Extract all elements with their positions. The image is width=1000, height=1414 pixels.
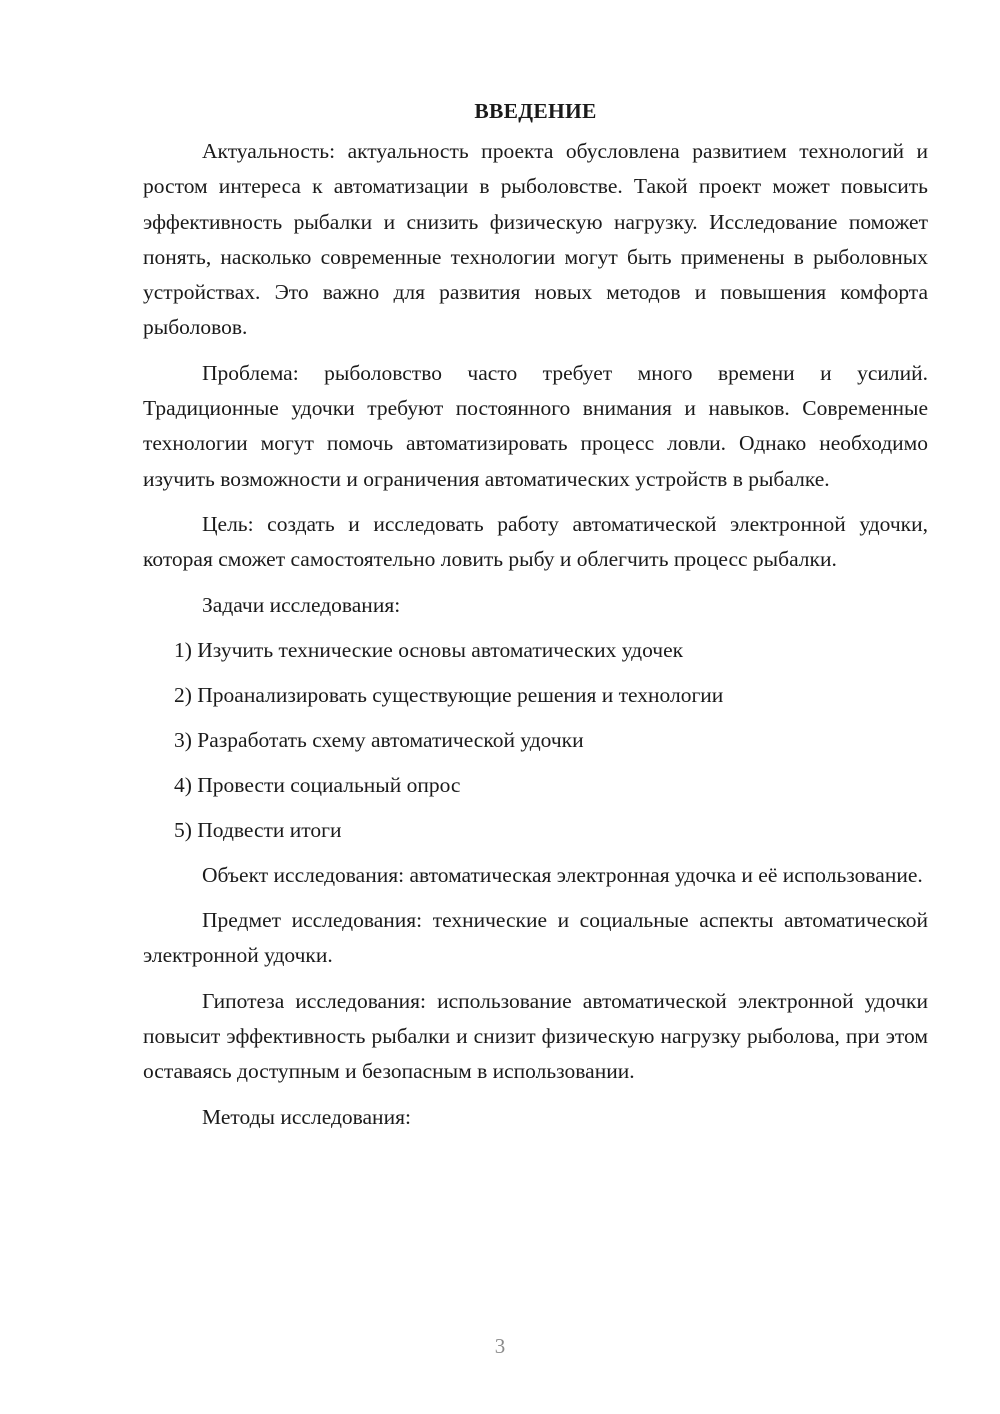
goal-paragraph: Цель: создать и исследовать работу автоматической электронной удочки, которая сможет самостоятельно ловить рыбу и облегчить процесс рыбалки. <box>143 511 928 572</box>
hypothesis-paragraph: Гипотеза исследования: использование автоматической электронной удочки повысит эффективность рыбалки и снизит физическую нагрузку рыболова, при этом оставаясь доступным и безопасным в использовании. <box>143 988 928 1084</box>
methods-label: Методы исследования: <box>202 1104 411 1129</box>
task-item: 4) Провести социальный опрос <box>174 772 461 797</box>
task-item: 3) Разработать схему автоматической удочки <box>174 727 584 752</box>
task-item: 1) Изучить технические основы автоматических удочек <box>174 637 684 662</box>
problem-paragraph: Проблема: рыболовство часто требует много времени и усилий. Традиционные удочки требуют постоянного внимания и навыков. Современные технологии могут помочь автоматизировать процесс ловли. Однако необходимо изучить возможности и ограничения автоматических устройств в рыбалке. <box>143 360 928 491</box>
page-number: 3 <box>494 1334 506 1358</box>
task-item: 2) Проанализировать существующие решения и технологии <box>174 682 724 707</box>
section-heading: ВВЕДЕНИЕ <box>474 99 597 123</box>
tasks-label: Задачи исследования: <box>202 592 401 617</box>
object-paragraph: Объект исследования: автоматическая электронная удочка и её использование. <box>202 862 923 887</box>
page-content <box>143 96 928 1145</box>
subject-paragraph: Предмет исследования: технические и социальные аспекты автоматической электронной удочки. <box>143 908 928 968</box>
relevance-paragraph: Актуальность: актуальность проекта обусловлена развитием технологий и ростом интереса к автоматизации в рыболовстве. Такой проект может повысить эффективность рыбалки и снизить физическую нагрузку. Исследование поможет понять, насколько современные технологии могут быть применены в рыболовных устройствах. Это важно для развития новых методов и повышения комфорта рыболовов. <box>143 139 928 340</box>
task-item: 5) Подвести итоги <box>174 817 342 842</box>
tasks-list <box>143 633 928 848</box>
